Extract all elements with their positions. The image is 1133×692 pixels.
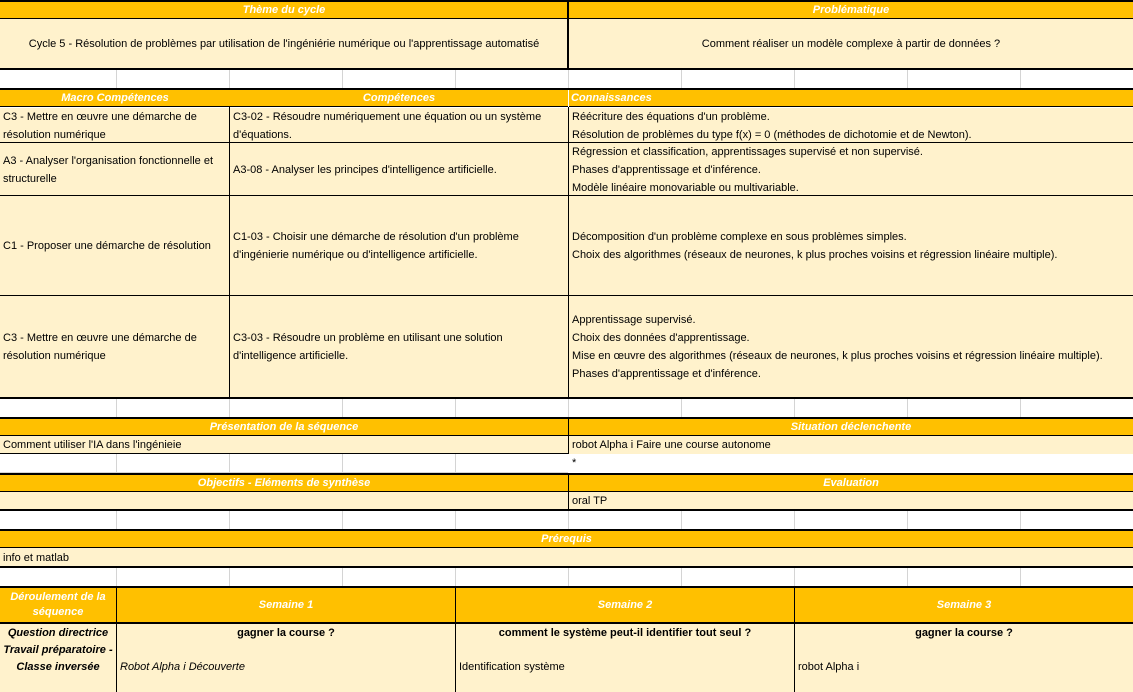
connaissance-line: Réécriture des équations d'un problème. [572, 110, 770, 123]
border [794, 586, 795, 692]
travail-week-2[interactable] [456, 642, 794, 692]
travail-week-1-text: Robot Alpha i Découverte [120, 661, 245, 673]
week-1-label: Semaine 1 [258, 599, 314, 611]
deroulement-header [0, 588, 116, 623]
gridline [229, 511, 230, 529]
competence-cell-3[interactable] [230, 196, 568, 296]
problematique-cell[interactable] [569, 19, 1133, 68]
competence-text-4: C3-03 - Résoudre un problème en utilisant une solution d'intelligence artificielle. [233, 331, 503, 362]
border [0, 473, 1133, 475]
gridline [342, 399, 343, 417]
objectifs-header [0, 475, 568, 492]
connaissance-line: Choix des données d'apprentissage. [572, 331, 750, 344]
situation-extra-text: * [572, 457, 577, 469]
question-directrice-label: Question directrice [7, 627, 109, 639]
connaissance-line: Phases d'apprentissage et d'inférence. [572, 367, 761, 380]
gridline [1020, 568, 1021, 586]
gridline [907, 511, 908, 529]
week-1-header [117, 588, 455, 623]
theme-header [0, 2, 568, 19]
macro-text-3: C1 - Proposer une démarche de résolution [3, 240, 211, 252]
question-week-1[interactable] [117, 624, 455, 642]
prerequis-header-label: Prérequis [541, 533, 592, 545]
gridline [342, 568, 343, 586]
question-week-3[interactable] [795, 624, 1133, 642]
travail-week-1[interactable] [117, 642, 455, 692]
macro-competences-label: Macro Compétences [61, 92, 169, 104]
connaissance-line: Apprentissage supervisé. [572, 313, 696, 326]
competence-cell-1[interactable] [230, 108, 568, 143]
gridline [568, 399, 569, 417]
competences-label: Compétences [362, 92, 436, 104]
gridline [229, 568, 230, 586]
gridline [342, 511, 343, 529]
gridline [681, 568, 682, 586]
gridline [794, 70, 795, 88]
connaissances-header [569, 90, 1133, 107]
gridline [116, 454, 117, 472]
border [0, 417, 1133, 419]
gridline [794, 568, 795, 586]
problematique-text: Comment réaliser un modèle complexe à partir de données ? [701, 37, 1001, 50]
gridline [1020, 511, 1021, 529]
connaissance-line: Décomposition d'un problème complexe en sous problèmes simples. [572, 231, 907, 243]
gridline [681, 399, 682, 417]
macro-cell-2[interactable] [0, 143, 230, 196]
week-2-label: Semaine 2 [597, 599, 653, 611]
gridline [342, 70, 343, 88]
gridline [455, 454, 456, 472]
situation-header-label: Situation déclenchente [790, 421, 912, 433]
border [229, 107, 230, 398]
theme-cell[interactable] [0, 19, 568, 68]
gridline [794, 399, 795, 417]
connaissance-line: Régression et classification, apprentissages supervisé et non supervisé. [572, 145, 923, 158]
border [568, 417, 569, 454]
gridline [681, 70, 682, 88]
evaluation-text: oral TP [572, 495, 608, 507]
question-week-2-text: comment le système peut-il identifier tout seul ? [498, 627, 752, 639]
problematique-header [569, 2, 1133, 19]
week-3-header [795, 588, 1133, 623]
border [0, 88, 1133, 90]
connaissance-line: Résolution de problèmes du type f(x) = 0 (méthodes de dichotomie et de Newton). [572, 128, 972, 141]
border [0, 529, 1133, 531]
gridline [229, 70, 230, 88]
situation-extra-cell[interactable] [569, 454, 1133, 472]
objectifs-cell[interactable] [0, 492, 568, 510]
border [0, 586, 1133, 588]
gridline [568, 568, 569, 586]
theme-text: Cycle 5 - Résolution de problèmes par utilisation de l'ingéniérie numérique ou l'apprentissage automatisé [28, 37, 540, 50]
gridline [1020, 70, 1021, 88]
gridline [116, 70, 117, 88]
presentation-text: Comment utiliser l'IA dans l'ingénieie [3, 439, 182, 451]
macro-cell-1[interactable] [0, 108, 230, 143]
border [568, 107, 569, 398]
border [0, 623, 1133, 624]
border [0, 195, 1133, 196]
competences-header [230, 90, 568, 107]
macro-text-4: C3 - Mettre en œuvre une démarche de résolution numérique [3, 331, 197, 362]
competence-text-1: C3-02 - Résoudre numériquement une équation ou un système d'équations. [233, 110, 542, 141]
gridline [681, 511, 682, 529]
prerequis-cell[interactable] [0, 548, 1133, 567]
macro-text-2: A3 - Analyser l'organisation fonctionnelle et structurelle [3, 154, 214, 185]
connaissance-line: Phases d'apprentissage et d'inférence. [572, 163, 761, 176]
border [0, 142, 1133, 143]
connaissance-line: Mise en œuvre des algorithmes (réseaux de neurones, k plus proches voisins et régression linéaire multiple). [572, 349, 1103, 362]
travail-week-2-text: Identification système [459, 661, 565, 673]
gridline [116, 511, 117, 529]
gridline [794, 511, 795, 529]
gridline [907, 568, 908, 586]
border [0, 295, 1133, 296]
theme-header-label: Thème du cycle [242, 4, 326, 16]
question-week-2[interactable] [456, 624, 794, 642]
problematique-header-label: Problématique [812, 4, 890, 16]
border [0, 566, 1133, 568]
competence-cell-4[interactable] [230, 296, 568, 397]
border [0, 397, 1133, 399]
evaluation-cell[interactable] [569, 492, 1133, 510]
connaissance-line: Modèle linéaire monovariable ou multivariable. [572, 181, 799, 194]
gridline [907, 399, 908, 417]
gridline [1020, 399, 1021, 417]
gridline [455, 70, 456, 88]
presentation-header-label: Présentation de la séquence [209, 421, 359, 433]
travail-week-3-text: robot Alpha i [798, 661, 860, 673]
question-week-1-text: gagner la course ? [237, 627, 335, 639]
gridline [116, 568, 117, 586]
border [567, 0, 569, 70]
gridline [229, 454, 230, 472]
border [0, 453, 568, 454]
macro-text-1: C3 - Mettre en œuvre une démarche de résolution numérique [3, 110, 197, 141]
travail-week-3[interactable] [795, 642, 1133, 692]
macro-competences-header [0, 90, 230, 107]
row-labels-cell[interactable] [0, 624, 116, 692]
gridline [455, 511, 456, 529]
connaissances-cell-3[interactable] [569, 196, 1133, 296]
week-3-label: Semaine 3 [936, 599, 992, 611]
border [0, 509, 1133, 511]
connaissance-line: Choix des algorithmes (réseaux de neurones, k plus proches voisins et régression linéaire multiple). [572, 249, 1058, 261]
macro-cell-3[interactable] [0, 196, 230, 296]
gridline [455, 399, 456, 417]
presentation-cell[interactable] [0, 436, 568, 454]
competence-cell-2[interactable] [230, 143, 568, 196]
gridline [568, 70, 569, 88]
prerequis-text: info et matlab [3, 551, 70, 564]
connaissances-cell-1[interactable] [569, 108, 1133, 143]
gridline [907, 70, 908, 88]
connaissances-cell-4[interactable] [569, 296, 1133, 397]
competence-text-3: C1-03 - Choisir une démarche de résolution d'un problème d'ingénierie numérique ou d'intelligence artificielle. [233, 231, 519, 261]
week-2-header [456, 588, 794, 623]
evaluation-header [569, 475, 1133, 492]
competence-text-2: A3-08 - Analyser les principes d'intelligence artificielle. [233, 163, 497, 176]
situation-header [569, 419, 1133, 436]
gridline [229, 399, 230, 417]
objectifs-header-label: Objectifs - Eléments de synthèse [197, 477, 371, 489]
situation-text: robot Alpha i Faire une course autonome [572, 439, 771, 451]
evaluation-header-label: Evaluation [823, 477, 879, 489]
border [116, 586, 117, 692]
border [455, 586, 456, 692]
prerequis-header [0, 531, 1133, 548]
question-week-3-text: gagner la course ? [915, 627, 1013, 639]
gridline [342, 454, 343, 472]
gridline [455, 568, 456, 586]
gridline [568, 511, 569, 529]
travail-preparatoire-label: Travail préparatoire - Classe inversée [3, 644, 113, 673]
border [568, 473, 569, 511]
gridline [116, 399, 117, 417]
presentation-header [0, 419, 568, 436]
situation-cell[interactable] [569, 436, 1133, 454]
macro-cell-4[interactable] [0, 296, 230, 397]
connaissances-label: Connaissances [571, 92, 652, 104]
deroulement-header-label: Déroulement de la séquence [10, 591, 106, 618]
connaissances-cell-2[interactable] [569, 143, 1133, 196]
